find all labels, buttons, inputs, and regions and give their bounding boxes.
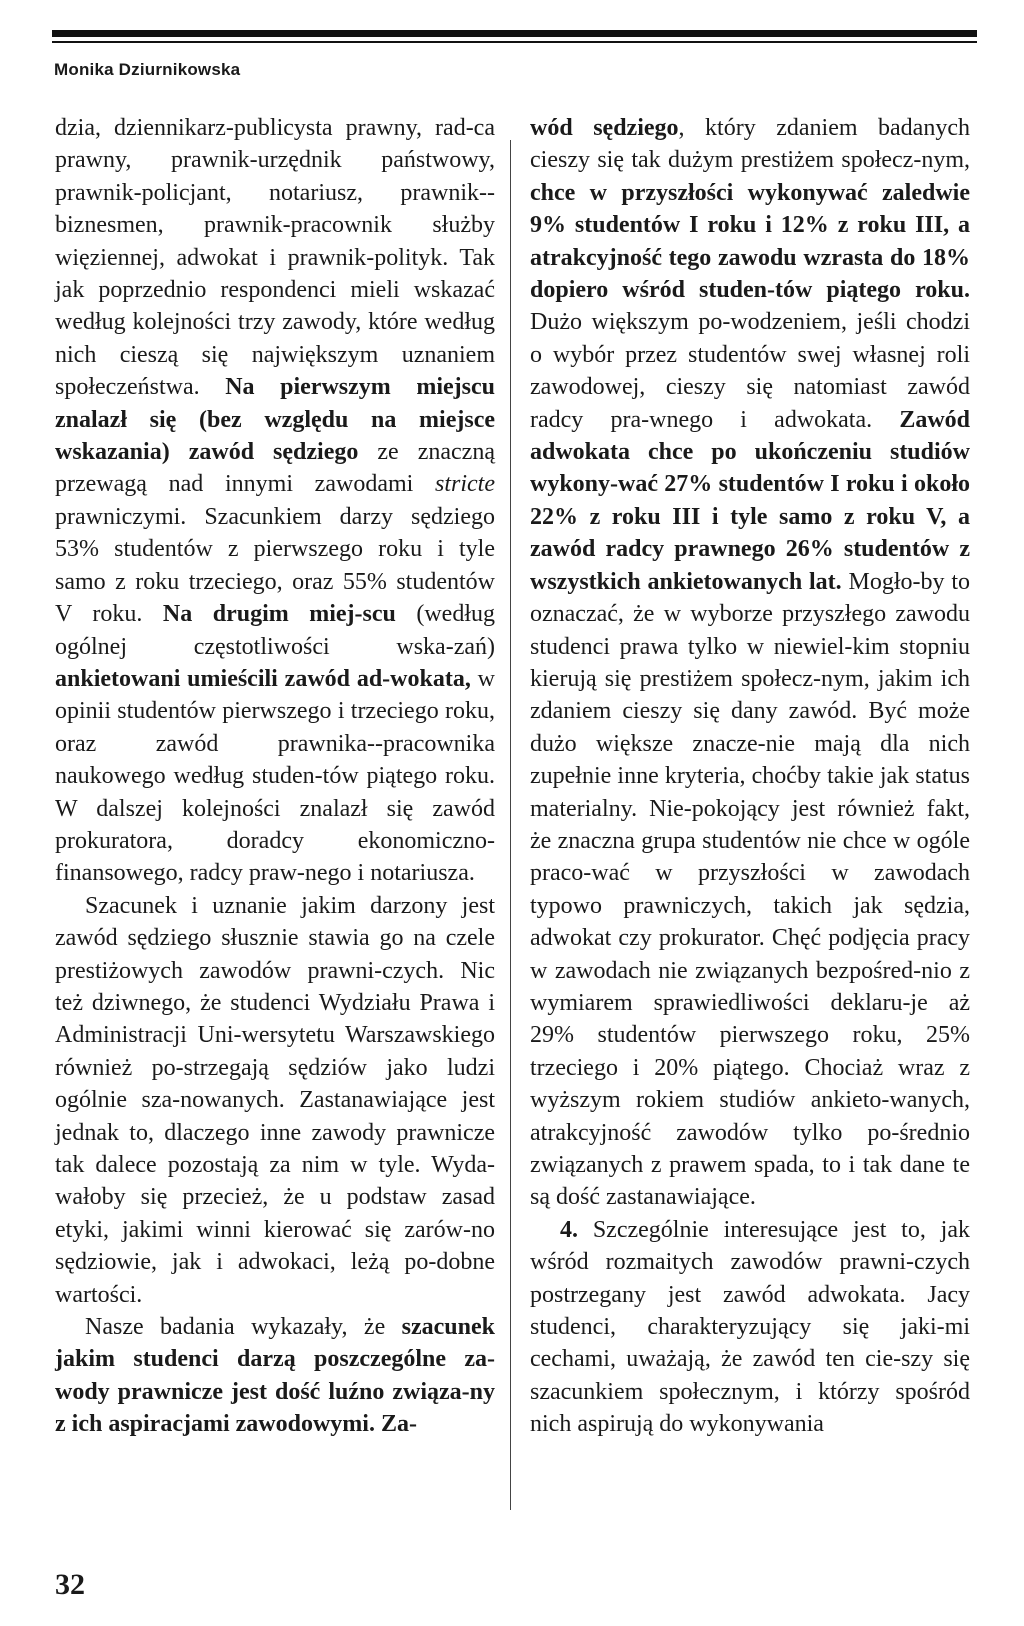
- left-paragraph-3: [55, 1311, 495, 1441]
- left-p1-text-2: ze znaczną przewagą nad innymi zawodami: [55, 439, 495, 498]
- left-p1-italic-1: stricte: [435, 471, 495, 498]
- left-p1-text-5: w opinii studentów pierwszego i trzeciego roku, oraz zawód prawnika--pracownika naukowego według studen-tów piątego roku. W dalszej kolejności znalazł się zawód prokuratora, doradcy ekonomiczno-finansowego, radcy praw-nego i notariusza.: [55, 665, 495, 887]
- left-paragraph-2: Szacunek i uznanie jakim darzony jest zawód sędziego słusznie stawia go na czele prestiżowych zawodów prawni-czych. Nic też dziwnego, że studenci Wydziału Prawa i Administracji Uni-wersytetu Warszawskiego również po-strzegają sędziów jako ludzi ogólnie sza-nowanych. Zastanawiające jest jednak to, dlaczego inne zawody prawnicze tak dalece pozostają za nim w tyle. Wyda-wałoby się przecież, że u podstaw zasad etyki, jakimi winni kierować się zarów-no sędziowie, jak i adwokaci, leżą po-dobne wartości.: [55, 892, 495, 1308]
- section-number: 4.: [560, 1216, 578, 1243]
- right-column: [530, 112, 970, 1441]
- right-p2-text-1: Szczególnie interesujące jest to, jak wśród rozmaitych zawodów prawni-czych postrzegany jest zawód adwokata. Jacy studenci, charakteryzujący się jaki-mi cechami, uważają, że zawód ten cie-szy się szacunkiem społecznym, i którzy spośród nich aspirują do wykonywania: [530, 1216, 970, 1438]
- right-paragraph-2: [530, 1214, 970, 1441]
- header-rule-thin: [52, 41, 977, 43]
- right-p1-bold-1: wód sędziego: [530, 115, 679, 141]
- running-header-author: Monika Dziurnikowska: [54, 60, 241, 79]
- right-p1-bold-2: chce w przyszłości wykonywać zaledwie 9% studentów I roku i 12% z roku III, a atrakcyjność tego zawodu wzrasta do 18% dopiero wśród studen-tów piątego roku.: [530, 179, 970, 304]
- left-p1-text-4: (według ogólnej częstotliwości wska-zań): [55, 601, 495, 660]
- left-p3-text-1: Nasze badania wykazały, że: [85, 1314, 402, 1341]
- right-p1-text-1: , który zdaniem badanych cieszy się tak dużym prestiżem społecz-nym,: [530, 115, 970, 174]
- right-p1-text-2: Dużo większym po-wodzeniem, jeśli chodzi o wybór przez studentów swej własnej roli zawodowej, cieszy się natomiast zawód radcy pra-wnego i adwokata.: [530, 309, 970, 433]
- header-rule-thick: [52, 30, 977, 37]
- left-paragraph-1: [55, 112, 495, 890]
- left-p1-bold-3: ankietowani umieścili zawód ad-wokata,: [55, 665, 471, 692]
- left-p1-text-3: prawniczymi. Szacunkiem darzy sędziego 53% studentów z pierwszego roku i tyle samo z roku trzeciego, oraz 55% studentów V roku.: [55, 503, 495, 628]
- right-p1-text-3: Mogło-by to oznaczać, że w wyborze przyszłego zawodu studenci prawa tylko w niewiel-kim stopniu kierują się prestiżem społecz-nym, jakim ich zdaniem cieszy się dany zawód. Być może dużo większe znacze-nie mają dla nich zupełnie inne kryteria, choćby takie jak status materialny. Nie-pokojący jest również fakt, że znaczna grupa studentów nie chce w ogóle praco-wać w przyszłości w zawodach typowo prawniczych, takich jak sędzia, adwokat czy prokurator. Chęć podjęcia pracy w zawodach nie związanych bezpośred-nio z wymiarem sprawiedliwości deklaru-je aż 29% studentów pierwszego roku, 25% trzeciego i 20% piątego. Chociaż wraz z wyższym rokiem studiów ankieto-wanych, atrakcyjność zawodów tylko po-średnio związanych z prawem spada, to i tak dane te są dość zastanawiające.: [530, 568, 970, 1211]
- left-p1-text-1: dzia, dziennikarz-publicysta prawny, rad-ca prawny, prawnik-urzędnik państwowy, prawnik-policjant, notariusz, prawnik--biznesmen, prawnik-pracownik służby więziennej, adwokat i prawnik-polityk. Tak jak poprzednio respondenci mieli wskazać według kolejności trzy zawody, które według nich cieszą się największym uznaniem społeczeństwa.: [55, 115, 495, 401]
- left-p3-bold-1: szacunek jakim studenci darzą poszczególne za-wody prawnicze jest dość luźno związa-ny z ich aspiracjami zawodowymi. Za-: [55, 1314, 495, 1438]
- right-paragraph-1: [530, 112, 970, 1214]
- left-p1-bold-1: Na pierwszym miejscu znalazł się (bez względu na miejsce wskazania) zawód sędziego: [55, 374, 495, 466]
- left-column: [55, 112, 495, 1441]
- column-divider: [510, 140, 511, 1510]
- right-p1-bold-3: Zawód adwokata chce po ukończeniu studiów wykony-wać 27% studentów I roku i około 22% z roku III i tyle samo z roku V, a zawód radcy prawnego 26% studentów z wszystkich ankietowanych lat.: [530, 406, 970, 595]
- left-p1-bold-2: Na drugim miej-scu: [162, 601, 396, 628]
- page-number: 32: [55, 1568, 85, 1601]
